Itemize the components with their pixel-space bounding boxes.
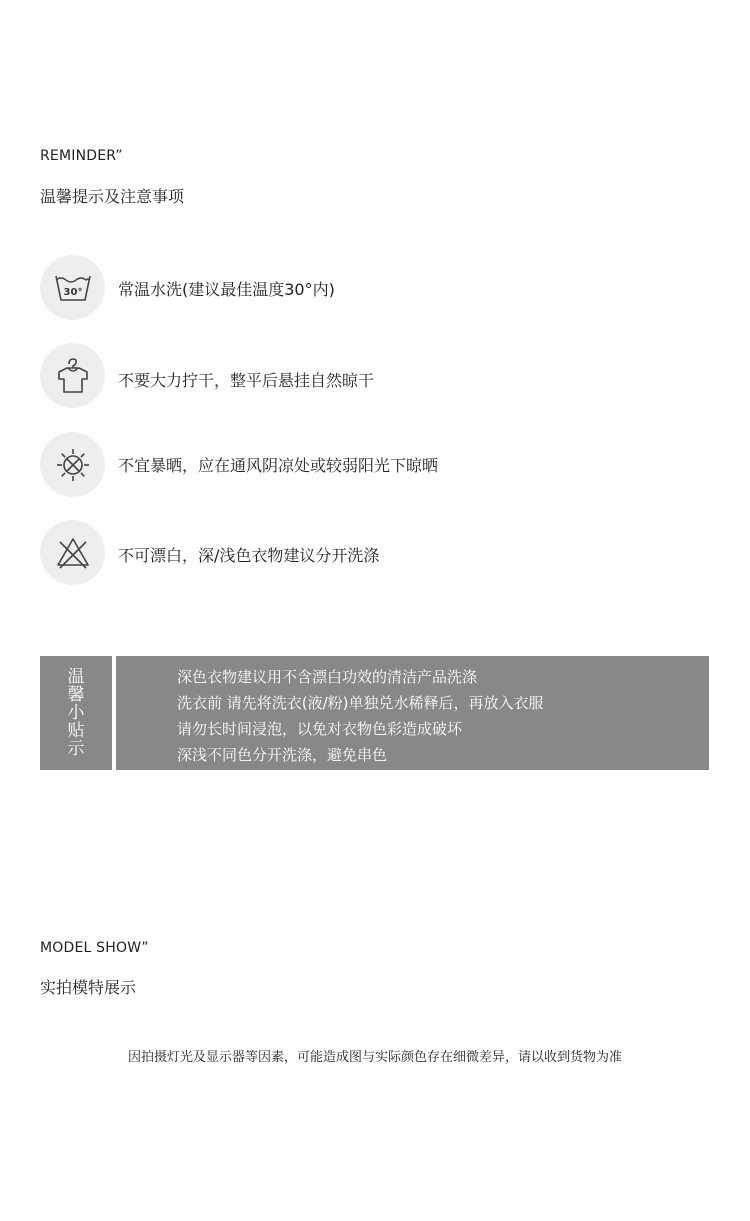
model-show-en-title: MODEL SHOW” xyxy=(40,940,149,956)
tips-label-char: 小 xyxy=(67,703,85,723)
tips-line: 洗衣前 请先将洗衣(液/粉)单独兑水稀释后，再放入衣服 xyxy=(177,694,544,712)
no-bleach-icon xyxy=(40,520,105,585)
tips-label xyxy=(40,656,112,770)
care-text-no-bleach: 不可漂白，深/浅色衣物建议分开洗涤 xyxy=(118,546,380,565)
tips-label-char: 馨 xyxy=(67,685,85,705)
tips-divider xyxy=(112,656,116,770)
care-item-no-bleach xyxy=(40,520,720,586)
hang-dry-icon xyxy=(40,343,105,408)
model-show-cn-title: 实拍模特展示 xyxy=(40,978,137,997)
tips-line: 深色衣物建议用不含漂白功效的清洁产品洗涤 xyxy=(177,668,478,686)
tips-lines xyxy=(177,664,544,768)
tips-label-char: 示 xyxy=(67,739,85,759)
tips-line: 深浅不同色分开洗涤，避免串色 xyxy=(177,746,388,764)
wash-30-icon-label: 30° xyxy=(63,286,82,298)
tips-box xyxy=(40,656,709,770)
reminder-cn-title: 温馨提示及注意事项 xyxy=(40,187,185,206)
reminder-en-title: REMINDER” xyxy=(40,148,123,164)
wash-30-icon xyxy=(40,255,105,320)
care-item-wash xyxy=(40,255,720,321)
care-text-wash: 常温水洗(建议最佳温度30°内) xyxy=(118,280,335,299)
color-disclaimer: 因拍摄灯光及显示器等因素，可能造成图与实际颜色存在细微差异，请以收到货物为准 xyxy=(127,1050,622,1065)
tips-label-char: 贴 xyxy=(67,721,85,741)
tips-label-char: 温 xyxy=(67,667,85,687)
care-item-no-sun xyxy=(40,432,720,498)
tips-line: 请勿长时间浸泡，以免对衣物色彩造成破坏 xyxy=(177,720,463,738)
care-text-hang-dry: 不要大力拧干，整平后悬挂自然晾干 xyxy=(118,371,375,390)
care-text-no-sun: 不宜暴晒，应在通风阴凉处或较弱阳光下晾晒 xyxy=(118,456,439,475)
care-item-hang-dry xyxy=(40,343,720,409)
no-sun-icon xyxy=(40,432,105,497)
